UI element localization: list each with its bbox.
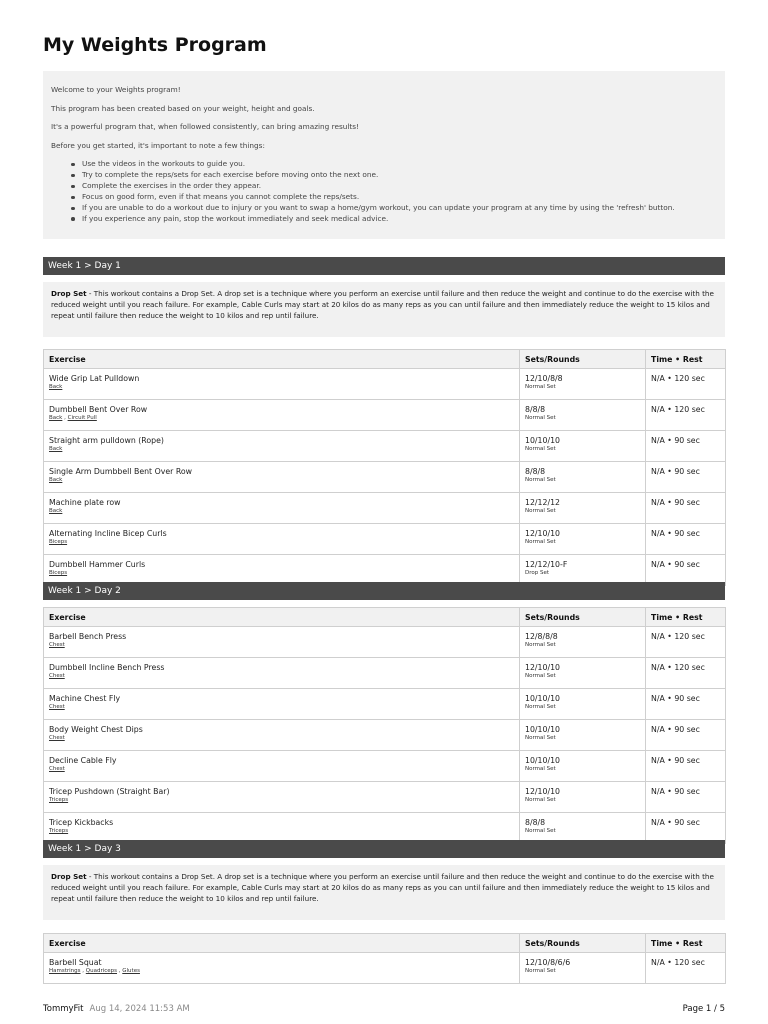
- muscle-group-link[interactable]: Chest: [49, 766, 65, 772]
- sets-value: 10/10/10: [525, 436, 561, 445]
- muscle-group-link[interactable]: Back: [49, 446, 63, 452]
- set-type: Normal Set: [525, 704, 556, 710]
- day-header-1: Week 1 > Day 1: [43, 257, 725, 275]
- exercise-name: Tricep Kickbacks: [49, 818, 114, 827]
- exercise-name: Dumbbell Incline Bench Press: [49, 663, 165, 672]
- table-row: [44, 720, 726, 751]
- table-row: [44, 627, 726, 658]
- muscle-group-list: Back , Circuit Pull: [49, 415, 97, 421]
- intro-paragraph: This program has been created based on your weight, height and goals.: [51, 103, 315, 113]
- sets-value: 12/10/10: [525, 663, 561, 672]
- exercise-cell: [44, 431, 520, 462]
- column-header-exercise: Exercise: [44, 934, 520, 953]
- column-header-sets: Sets/Rounds: [520, 934, 646, 953]
- sets-value: 10/10/10: [525, 756, 561, 765]
- intro-bullet: If you are unable to do a workout due to injury or you want to swap a home/gym workout, you can update your program at any time by using the 'refresh' button.: [82, 203, 717, 214]
- set-type: Normal Set: [525, 477, 556, 483]
- muscle-group-list: [49, 673, 514, 680]
- table-row: [44, 431, 726, 462]
- day-header-2: Week 1 > Day 2: [43, 582, 725, 600]
- time-rest-cell: N/A • 90 sec: [646, 431, 726, 462]
- intro-bullet: Try to complete the reps/sets for each exercise before moving onto the next one.: [82, 170, 717, 181]
- muscle-group-link[interactable]: Quadriceps: [85, 968, 118, 974]
- exercise-cell: [44, 462, 520, 493]
- exercise-cell: [44, 524, 520, 555]
- table-row: [44, 462, 726, 493]
- set-type: Normal Set: [525, 735, 556, 741]
- sets-cell: [520, 627, 646, 658]
- set-type: Drop Set: [525, 570, 550, 576]
- sets-value: 8/8/8: [525, 467, 546, 476]
- column-header-sets: Sets/Rounds: [520, 350, 646, 369]
- table-row: [44, 400, 726, 431]
- time-rest-cell: N/A • 90 sec: [646, 555, 726, 586]
- sets-cell: [520, 462, 646, 493]
- muscle-group-list: [49, 797, 514, 804]
- exercise-name: Dumbbell Hammer Curls: [49, 560, 146, 569]
- drop-set-note: [43, 282, 725, 337]
- sets-cell: [520, 400, 646, 431]
- muscle-group-link[interactable]: Triceps: [49, 828, 69, 834]
- set-type: Normal Set: [525, 384, 556, 390]
- table-row: [44, 524, 726, 555]
- table-row: [44, 493, 726, 524]
- intro-bullet-list: [51, 159, 717, 224]
- muscle-group-list: [49, 539, 514, 546]
- sets-value: 8/8/8: [525, 818, 546, 827]
- drop-set-label: Drop Set: [51, 872, 87, 881]
- muscle-group-link[interactable]: Chest: [49, 704, 65, 710]
- table-row: [44, 953, 726, 984]
- sets-cell: [520, 953, 646, 984]
- sets-cell: [520, 751, 646, 782]
- table-row: [44, 658, 726, 689]
- drop-set-label: Drop Set: [51, 289, 87, 298]
- exercise-cell: [44, 627, 520, 658]
- sets-value: 12/12/12: [525, 498, 561, 507]
- sets-cell: [520, 689, 646, 720]
- exercise-cell: [44, 369, 520, 400]
- exercise-cell: [44, 689, 520, 720]
- intro-bullet: Use the videos in the workouts to guide you.: [82, 159, 717, 170]
- drop-set-note: [43, 865, 725, 920]
- set-type: Normal Set: [525, 828, 556, 834]
- footer-date: Aug 14, 2024 11:53 AM: [89, 1004, 190, 1014]
- muscle-group-link[interactable]: Hamstrings: [49, 968, 81, 974]
- sets-value: 12/10/8/6/6: [525, 958, 571, 967]
- sets-cell: [520, 555, 646, 586]
- time-rest-cell: N/A • 90 sec: [646, 782, 726, 813]
- time-rest-cell: N/A • 90 sec: [646, 689, 726, 720]
- muscle-group-list: [49, 477, 514, 484]
- time-rest-cell: N/A • 120 sec: [646, 369, 726, 400]
- muscle-group-list: [49, 828, 514, 835]
- muscle-group-link[interactable]: Circuit Pull: [67, 415, 97, 421]
- exercise-table-day-2: [43, 607, 726, 844]
- muscle-group-link[interactable]: Chest: [49, 673, 65, 679]
- exercise-cell: [44, 751, 520, 782]
- muscle-group-link[interactable]: Back: [49, 384, 63, 390]
- set-type: Normal Set: [525, 508, 556, 514]
- column-header-exercise: Exercise: [44, 608, 520, 627]
- set-type: Normal Set: [525, 797, 556, 803]
- exercise-name: Decline Cable Fly: [49, 756, 117, 765]
- footer-brand-date: [43, 1004, 190, 1014]
- exercise-cell: [44, 658, 520, 689]
- exercise-name: Dumbbell Bent Over Row: [49, 405, 148, 414]
- muscle-group-list: [49, 570, 514, 577]
- set-type: Normal Set: [525, 642, 556, 648]
- table-row: [44, 555, 726, 586]
- muscle-group-link[interactable]: Chest: [49, 735, 65, 741]
- time-rest-cell: N/A • 90 sec: [646, 493, 726, 524]
- sets-cell: [520, 493, 646, 524]
- time-rest-cell: N/A • 90 sec: [646, 720, 726, 751]
- table-row: [44, 369, 726, 400]
- exercise-cell: [44, 953, 520, 984]
- intro-paragraph: Welcome to your Weights program!: [51, 85, 181, 94]
- muscle-group-list: [49, 508, 514, 515]
- table-row: [44, 813, 726, 844]
- exercise-name: Machine Chest Fly: [49, 694, 121, 703]
- muscle-group-link[interactable]: Back: [49, 477, 63, 483]
- muscle-group-list: [49, 446, 514, 453]
- exercise-name: Alternating Incline Bicep Curls: [49, 529, 167, 538]
- day-header-3: Week 1 > Day 3: [43, 840, 725, 858]
- footer-brand: TommyFit: [43, 1004, 84, 1014]
- exercise-name: Barbell Bench Press: [49, 632, 127, 641]
- sets-cell: [520, 782, 646, 813]
- muscle-group-link[interactable]: Biceps: [49, 570, 68, 576]
- exercise-name: Tricep Pushdown (Straight Bar): [49, 787, 170, 796]
- muscle-group-list: [49, 384, 514, 391]
- sets-cell: [520, 431, 646, 462]
- column-header-sets: Sets/Rounds: [520, 608, 646, 627]
- sets-value: 10/10/10: [525, 694, 561, 703]
- table-row: [44, 782, 726, 813]
- intro-bullet: Complete the exercises in the order they appear.: [82, 181, 717, 192]
- time-rest-cell: N/A • 90 sec: [646, 813, 726, 844]
- time-rest-cell: N/A • 90 sec: [646, 524, 726, 555]
- sets-cell: [520, 524, 646, 555]
- time-rest-cell: N/A • 120 sec: [646, 658, 726, 689]
- muscle-group-link[interactable]: Triceps: [49, 797, 69, 803]
- column-header-exercise: Exercise: [44, 350, 520, 369]
- sets-value: 12/10/8/8: [525, 374, 563, 383]
- time-rest-cell: N/A • 120 sec: [646, 400, 726, 431]
- exercise-name: Barbell Squat: [49, 958, 102, 967]
- column-header-time-rest: Time • Rest: [646, 934, 726, 953]
- sets-value: 12/10/10: [525, 787, 561, 796]
- intro-paragraph: Before you get started, it's important to note a few things:: [51, 140, 265, 150]
- intro-bullet: If you experience any pain, stop the workout immediately and seek medical advice.: [82, 214, 717, 225]
- intro-panel: [43, 71, 725, 239]
- muscle-group-link[interactable]: Back: [49, 508, 63, 514]
- drop-set-text: - This workout contains a Drop Set. A drop set is a technique where you perform an exercise until failure and then reduce the weight and continue to do the exercise with the reduced weight until you reach failure. For example, Cable Curls may start at 20 kilos do as many reps as you can until failure and then immediately reduce the weight to 15 kilos and repeat until failure then reduce the weight to 10 kilos and rep until failure.: [51, 289, 714, 320]
- table-row: [44, 751, 726, 782]
- sets-value: 12/8/8/8: [525, 632, 558, 641]
- exercise-cell: [44, 400, 520, 431]
- time-rest-cell: N/A • 90 sec: [646, 462, 726, 493]
- set-type: Normal Set: [525, 673, 556, 679]
- intro-paragraph: It's a powerful program that, when followed consistently, can bring amazing results!: [51, 122, 360, 132]
- table-row: [44, 689, 726, 720]
- muscle-group-link[interactable]: Biceps: [49, 539, 68, 545]
- time-rest-cell: N/A • 120 sec: [646, 953, 726, 984]
- exercise-cell: [44, 555, 520, 586]
- sets-value: 12/10/10: [525, 529, 561, 538]
- set-type: Normal Set: [525, 446, 556, 452]
- muscle-group-list: [49, 735, 514, 742]
- muscle-group-list: [49, 704, 514, 711]
- set-type: Normal Set: [525, 766, 556, 772]
- exercise-cell: [44, 493, 520, 524]
- sets-cell: [520, 720, 646, 751]
- muscle-group-link[interactable]: Back: [49, 415, 63, 421]
- muscle-group-list: [49, 642, 514, 649]
- set-type: Normal Set: [525, 968, 556, 974]
- sets-cell: [520, 658, 646, 689]
- time-rest-cell: N/A • 90 sec: [646, 751, 726, 782]
- sets-value: 12/12/10-F: [525, 560, 568, 569]
- sets-value: 10/10/10: [525, 725, 561, 734]
- time-rest-cell: N/A • 120 sec: [646, 627, 726, 658]
- exercise-cell: [44, 782, 520, 813]
- muscle-group-list: Hamstrings , Quadriceps , Glutes: [49, 968, 140, 974]
- column-header-time-rest: Time • Rest: [646, 350, 726, 369]
- exercise-name: Machine plate row: [49, 498, 121, 507]
- exercise-name: Single Arm Dumbbell Bent Over Row: [49, 467, 193, 476]
- muscle-group-link[interactable]: Chest: [49, 642, 65, 648]
- set-type: Normal Set: [525, 539, 556, 545]
- exercise-table-day-3: [43, 933, 726, 984]
- drop-set-text: - This workout contains a Drop Set. A drop set is a technique where you perform an exercise until failure and then reduce the weight and continue to do the exercise with the reduced weight until you reach failure. For example, Cable Curls may start at 20 kilos do as many reps as you can until failure and then immediately reduce the weight to 15 kilos and repeat until failure then reduce the weight to 10 kilos and rep until failure.: [51, 872, 714, 903]
- sets-cell: [520, 369, 646, 400]
- sets-cell: [520, 813, 646, 844]
- exercise-name: Body Weight Chest Dips: [49, 725, 143, 734]
- sets-value: 8/8/8: [525, 405, 546, 414]
- exercise-cell: [44, 720, 520, 751]
- page-title: My Weights Program: [43, 34, 267, 56]
- muscle-group-link[interactable]: Glutes: [122, 968, 140, 974]
- set-type: Normal Set: [525, 415, 556, 421]
- exercise-table-day-1: [43, 349, 726, 586]
- exercise-name: Wide Grip Lat Pulldown: [49, 374, 140, 383]
- exercise-cell: [44, 813, 520, 844]
- column-header-time-rest: Time • Rest: [646, 608, 726, 627]
- muscle-group-list: [49, 766, 514, 773]
- intro-bullet: Focus on good form, even if that means you cannot complete the reps/sets.: [82, 192, 717, 203]
- page-number: Page 1 / 5: [682, 1004, 725, 1014]
- exercise-name: Straight arm pulldown (Rope): [49, 436, 164, 445]
